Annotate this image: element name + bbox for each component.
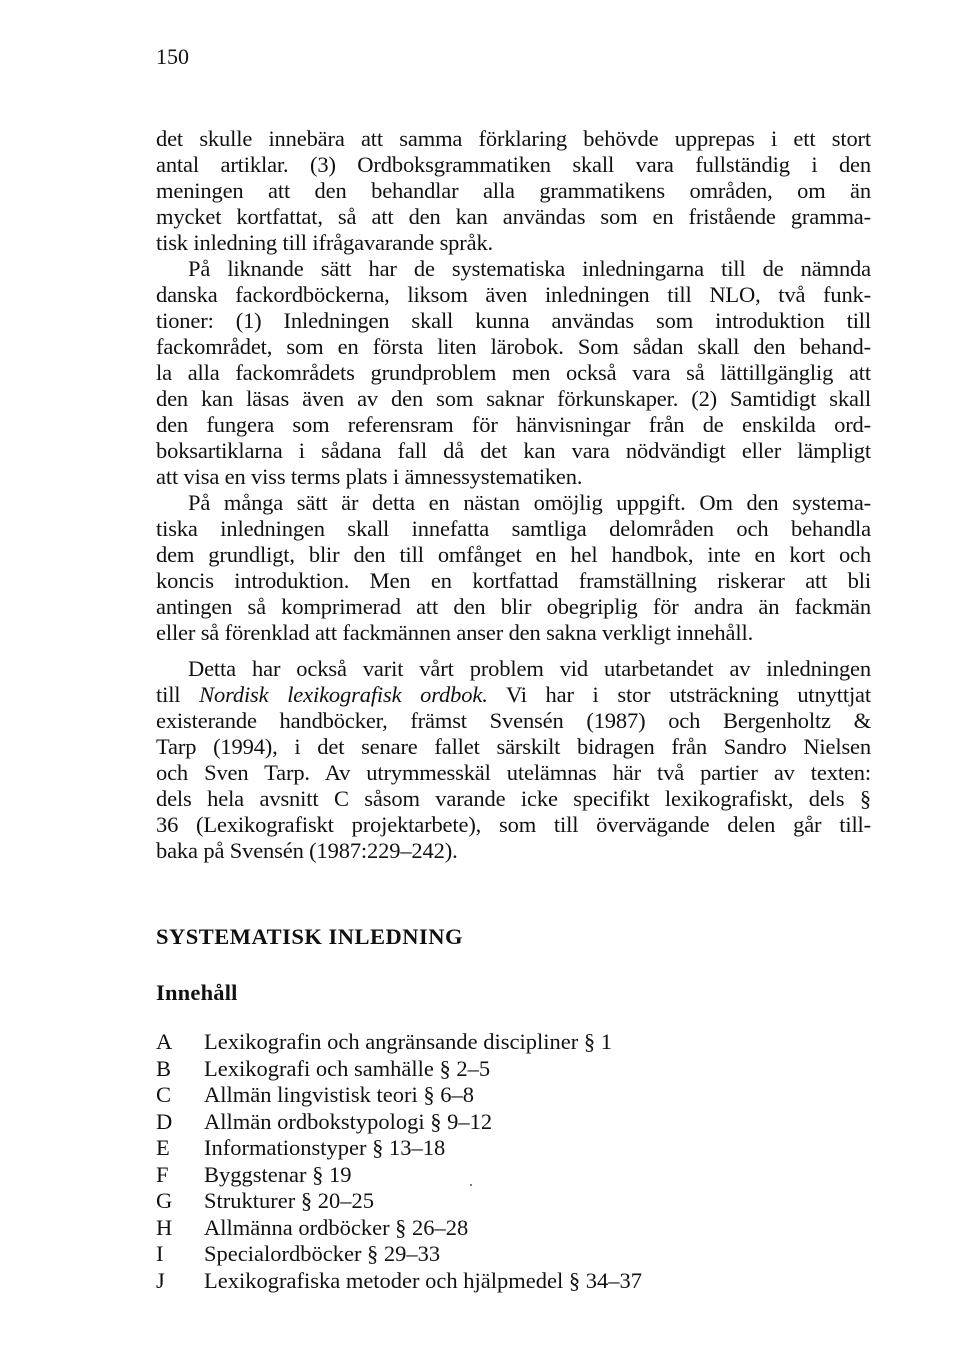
text-run: Vi har i stor utsträckning utnyttjat (487, 682, 871, 707)
text-line: tioner: (1) Inledningen skall kunna användas som introduktion till (156, 308, 871, 333)
toc-text: Strukturer § 20–25 (204, 1188, 374, 1213)
toc-letter: F (156, 1161, 169, 1187)
text-line: boksartiklarna i sådana fall då det kan vara nödvändigt eller lämpligt (156, 438, 871, 463)
toc-letter: B (156, 1055, 172, 1081)
text-line: danska fackordböckerna, liksom även inledningen till NLO, två funk- (156, 282, 871, 307)
text-run: till (156, 682, 200, 707)
text-line: existerande handböcker, främst Svensén (1987) och Bergenholtz & (156, 708, 871, 733)
toc-item (156, 1082, 776, 1109)
toc-text: Lexikografin och angränsande discipliner § 1 (204, 1029, 612, 1054)
table-of-contents (156, 1029, 776, 1294)
text-line: 36 (Lexikografiskt projektarbete), som till övervägande delen går till- (156, 812, 871, 837)
text-line: koncis introduktion. Men en kortfattad framställning riskerar att bli (156, 568, 871, 593)
text-line-with-italic-title (156, 682, 871, 708)
toc-letter: A (156, 1029, 173, 1054)
text-line: dels hela avsnitt C såsom varande icke specifikt lexikografiskt, dels § (156, 786, 871, 811)
italic-title: Nordisk lexikografisk ordbok. (199, 682, 488, 707)
toc-letter: C (156, 1082, 172, 1107)
toc-item (156, 1188, 776, 1215)
toc-text: Lexikografi och samhälle § 2–5 (204, 1055, 491, 1081)
toc-letter: D (156, 1108, 173, 1134)
text-line: la alla fackområdets grundproblem men också vara så lättillgänglig att (156, 360, 871, 385)
text-line: Tarp (1994), i det senare fallet särskilt bidragen från Sandro Nielsen (156, 734, 871, 759)
text-line: och Sven Tarp. Av utrymmesskäl utelämnas här två partier av texten: (156, 760, 871, 785)
toc-item (156, 1029, 776, 1056)
text-line: eller så förenklad att fackmännen anser den sakna verkligt innehåll. (156, 620, 754, 645)
text-line: den fungera som referensram för hänvisningar från de enskilda ord- (156, 412, 871, 437)
scan-speck (470, 1184, 472, 1186)
text-line: mycket kortfattat, så att den kan användas som en fristående gramma- (156, 204, 871, 229)
text-line: fackområdet, som en första liten lärobok. Som sådan skall den behand- (156, 334, 871, 359)
contents-subheading: Innehåll (156, 980, 238, 1005)
text-line: tisk inledning till ifrågavarande språk. (156, 230, 494, 255)
toc-item (156, 1135, 776, 1162)
toc-text: Byggstenar § 19 (204, 1161, 352, 1187)
text-line: dem grundligt, blir den till omfånget en hel handbok, inte en kort och (156, 542, 871, 567)
toc-item (156, 1241, 776, 1268)
toc-item (156, 1162, 776, 1189)
toc-letter: G (156, 1188, 173, 1213)
text-line: det skulle innebära att samma förklaring behövde upprepas i ett stort (156, 126, 871, 151)
text-line: antal artiklar. (3) Ordboksgrammatiken skall vara fullständig i den (156, 152, 871, 177)
text-line: meningen att den behandlar alla grammatikens områden, om än (156, 178, 871, 203)
toc-text: Informationstyper § 13–18 (204, 1135, 446, 1160)
toc-letter: J (156, 1267, 165, 1293)
toc-text: Lexikografiska metoder och hjälpmedel § 34–37 (204, 1267, 642, 1293)
toc-item (156, 1268, 776, 1295)
toc-text: Allmän lingvistisk teori § 6–8 (204, 1082, 474, 1107)
page-number: 150 (156, 44, 189, 69)
toc-item (156, 1056, 776, 1083)
toc-text: Allmän ordbokstypologi § 9–12 (204, 1108, 493, 1134)
text-line: baka på Svensén (1987:229–242). (156, 838, 458, 863)
section-heading: SYSTEMATISK INLEDNING (156, 924, 464, 949)
text-line: att visa en viss terms plats i ämnessystematiken. (156, 464, 583, 489)
toc-text: Specialordböcker § 29–33 (204, 1241, 441, 1266)
text-line: Detta har också varit vårt problem vid utarbetandet av inledningen (188, 656, 871, 681)
text-line: antingen så komprimerad att den blir obegriplig för andra än fackmän (156, 594, 871, 619)
toc-letter: E (156, 1135, 170, 1160)
text-line: På många sätt är detta en nästan omöjlig uppgift. Om den systema- (188, 490, 871, 515)
toc-item (156, 1215, 776, 1242)
toc-item (156, 1109, 776, 1136)
toc-text: Allmänna ordböcker § 26–28 (204, 1214, 469, 1240)
toc-letter: I (156, 1241, 164, 1266)
text-line: den kan läsas även av den som saknar förkunskaper. (2) Samtidigt skall (156, 386, 871, 411)
text-line: tiska inledningen skall innefatta samtliga delområden och behandla (156, 516, 871, 541)
toc-letter: H (156, 1214, 173, 1240)
text-line: På liknande sätt har de systematiska inledningarna till de nämnda (188, 256, 871, 281)
